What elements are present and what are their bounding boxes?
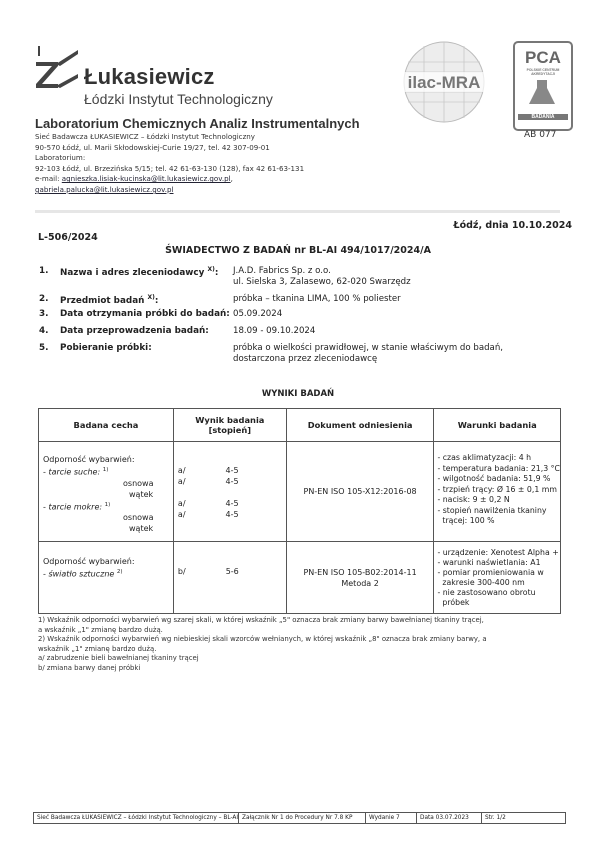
address-line: Sieć Badawcza ŁUKASIEWICZ – Łódzki Instytut Technologiczny xyxy=(35,132,255,141)
column-header: Wynik badania [stopień] xyxy=(173,409,286,442)
footnote: 2) Wskaźnik odporności wybarwień wg niebieskiej skali wzorców wełnianych, w której wskaźnik „8" oznacza brak zmiany barwy, a xyxy=(38,635,487,643)
table-row xyxy=(39,542,561,614)
item-number: 2. xyxy=(39,294,49,304)
document-title: ŚWIADECTWO Z BADAŃ nr BL-AI 494/1017/2024/A xyxy=(165,245,431,256)
email-line xyxy=(35,174,304,185)
address-line: Laboratorium: xyxy=(35,153,86,163)
item-label: Pobieranie próbki: xyxy=(60,343,152,353)
table-row xyxy=(39,442,561,542)
column-header: Badana cecha xyxy=(39,409,174,442)
cecha-cell: Odporność wybarwień: - światło sztuczne $^{2)}$ xyxy=(39,542,174,614)
address-block xyxy=(35,132,304,196)
cecha-cell: Odporność wybarwień: - tarcie suche: $^{1)}$ osnowa wątek - tarcie mokre: $^{1)}$ osnowa wątek xyxy=(39,442,174,542)
document-date: Łódź, dnia 10.10.2024 xyxy=(453,220,572,231)
item-label: Nazwa i adres zleceniodawcy $^{X)}$: xyxy=(60,266,219,278)
item-number: 4. xyxy=(39,326,49,336)
results-table xyxy=(38,408,561,614)
item-number: 5. xyxy=(39,343,49,353)
item-value: próbka o wielkości prawidłowej, w stanie właściwym do badań, dostarczona przez zleceniodawcę xyxy=(233,343,503,365)
item-label: Data otrzymania próbki do badań: xyxy=(60,309,230,319)
item-value: próbka – tkanina LIMA, 100 % poliester xyxy=(233,294,401,304)
pca-subtitle: POLSKIE CENTRUM AKREDYTACJI xyxy=(526,68,560,76)
item-label: Przedmiot badań $^{X)}$: xyxy=(60,294,159,306)
footnote: 1) Wskaźnik odporności wybarwień wg szarej skali, w której wskaźnik „5" oznacza brak zmiany barwy bawełnianej tkaniny trącej, xyxy=(38,616,484,624)
results-heading: WYNIKI BADAŃ xyxy=(261,389,335,399)
footer-attachment: Załącznik Nr 1 do Procedury Nr 7.8 KP xyxy=(239,813,366,823)
footer-date: Data 03.07.2023 xyxy=(417,813,482,823)
conditions-cell: - czas aklimatyzacji: 4 h - temperatura badania: 21,3 °C - wilgotność badania: 51,9 % - trzpień trący: Ø 16 ± 0,1 mm - nacisk: 9 ± 0,2 N - stopień nawilżenia tkaniny trącej: 100 % xyxy=(434,442,561,542)
item-value: 05.09.2024 xyxy=(233,309,283,319)
org-name: Łukasiewicz xyxy=(84,64,215,89)
column-header: Dokument odniesienia xyxy=(286,409,434,442)
email-prefix: e-mail: xyxy=(35,174,62,184)
institute-name: Łódzki Instytut Technologiczny xyxy=(84,91,273,107)
item-value: 18.09 - 09.10.2024 xyxy=(233,326,316,336)
item-number: 3. xyxy=(39,309,49,319)
divider xyxy=(35,210,560,213)
lab-title: Laboratorium Chemicznych Analiz Instrumentalnych xyxy=(35,116,360,131)
item-number: 1. xyxy=(39,266,49,276)
footnote: a wskaźnik „1" zmianę bardzo dużą. xyxy=(38,625,163,634)
document-number: L-506/2024 xyxy=(38,232,98,243)
table-header-row xyxy=(39,409,561,442)
document-cell: PN-EN ISO 105-B02:2014-11 Metoda 2 xyxy=(286,542,434,614)
footnotes xyxy=(38,616,487,673)
footnote: wskaźnik „1" zmianę bardzo dużą. xyxy=(38,644,157,653)
accreditation-number: AB 077 xyxy=(524,130,557,140)
lukasiewicz-logo-icon xyxy=(34,44,80,92)
column-header: Warunki badania xyxy=(434,409,561,442)
pca-title: PCA xyxy=(525,48,561,67)
item-label: Data przeprowadzenia badań: xyxy=(60,326,209,336)
ilac-mra-logo-icon xyxy=(398,38,490,138)
result-cell: a/ 4-5 a/ 4-5 a/ 4-5 a/ 4-5 xyxy=(173,442,286,542)
item-value: J.A.D. Fabrics Sp. z o.o. ul. Sielska 3, Zalasewo, 62-020 Swarzędz xyxy=(233,266,411,288)
page-footer xyxy=(33,812,566,824)
footer-org: Sieć Badawcza ŁUKASIEWICZ – Łódzki Instytut Technologiczny – BL-AI xyxy=(34,813,239,823)
address-line: 92-103 Łódź, ul. Brzezińska 5/15; tel. 42 61-63-130 (128), fax 42 61-63-131 xyxy=(35,163,305,173)
flask-icon xyxy=(515,76,571,114)
result-cell: b/ 5-6 xyxy=(173,542,286,614)
ilac-text: ilac-MRA xyxy=(407,73,481,92)
footer-page: Str. 1/2 xyxy=(485,815,506,821)
pca-logo xyxy=(513,41,573,131)
email-sep: , xyxy=(230,174,233,184)
conditions-cell: - urządzenie: Xenotest Alpha + - warunki naświetlania: A1 - pomiar promieniowania w zakresie 300-400 nm - nie zastosowano obrotu próbek xyxy=(434,542,561,614)
pca-badania: BADANIA xyxy=(518,114,568,120)
email-link-1[interactable]: agnieszka.lisiak-kucinska@lit.lukasiewicz.gov.pl xyxy=(61,174,231,184)
footnote: a/ zabrudzenie bieli bawełnianej tkaniny trącej xyxy=(38,654,199,662)
footer-edition: Wydanie 7 xyxy=(366,813,417,823)
email-link-2[interactable]: gabriela.palucka@lit.lukasiewicz.gov.pl xyxy=(35,184,174,194)
footnote: b/ zmiana barwy danej próbki xyxy=(38,663,141,672)
document-cell: PN-EN ISO 105-X12:2016-08 xyxy=(286,442,434,542)
address-line: 90-570 Łódź, ul. Marii Skłodowskiej-Curie 19/27, tel. 42 307-09-01 xyxy=(35,142,270,152)
